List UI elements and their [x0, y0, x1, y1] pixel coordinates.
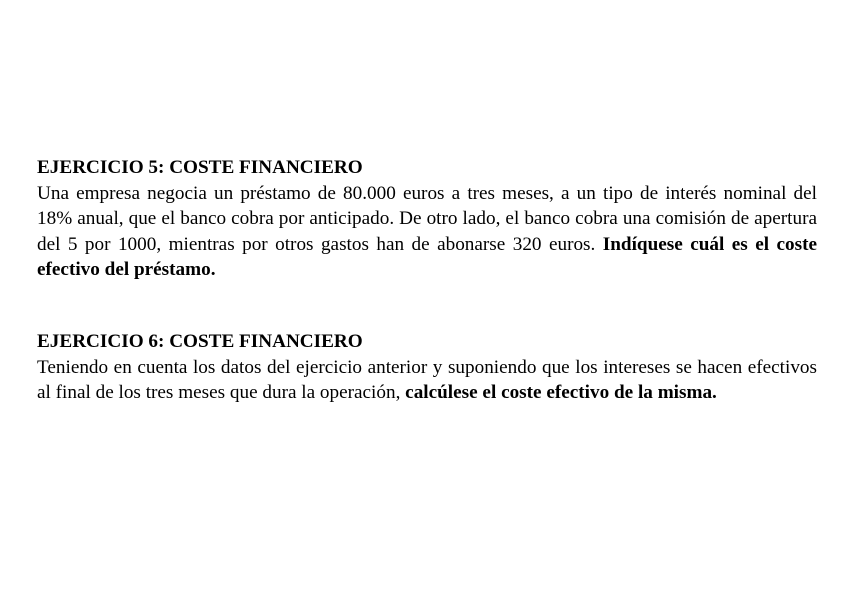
exercise-6-title: EJERCICIO 6: COSTE FINANCIERO [37, 331, 363, 352]
exercise-5-question: Indíquese cuál es el coste efectivo del préstamo. [37, 233, 817, 280]
exercise-6-text: Teniendo en cuenta los datos del ejercicio anterior y suponiendo que los intereses se hacen efectivos al final de los tres meses que dura la operación, [37, 356, 817, 403]
exercise-6-statement [37, 355, 817, 406]
exercise-5-text: Una empresa negocia un préstamo de 80.000 euros a tres meses, a un tipo de interés nominal del 18% anual, que el banco cobra por anticipado. De otro lado, el banco cobra una comisión de apertura del 5 por 1000, mientras por otros gastos han de abonarse 320 euros. [37, 182, 817, 255]
exercise-6 [37, 329, 817, 406]
exercise-5 [37, 155, 817, 283]
exercise-5-statement [37, 181, 817, 283]
exercise-5-title: EJERCICIO 5: COSTE FINANCIERO [37, 157, 363, 178]
exercise-6-question: calcúlese el coste efectivo de la misma. [405, 382, 717, 403]
